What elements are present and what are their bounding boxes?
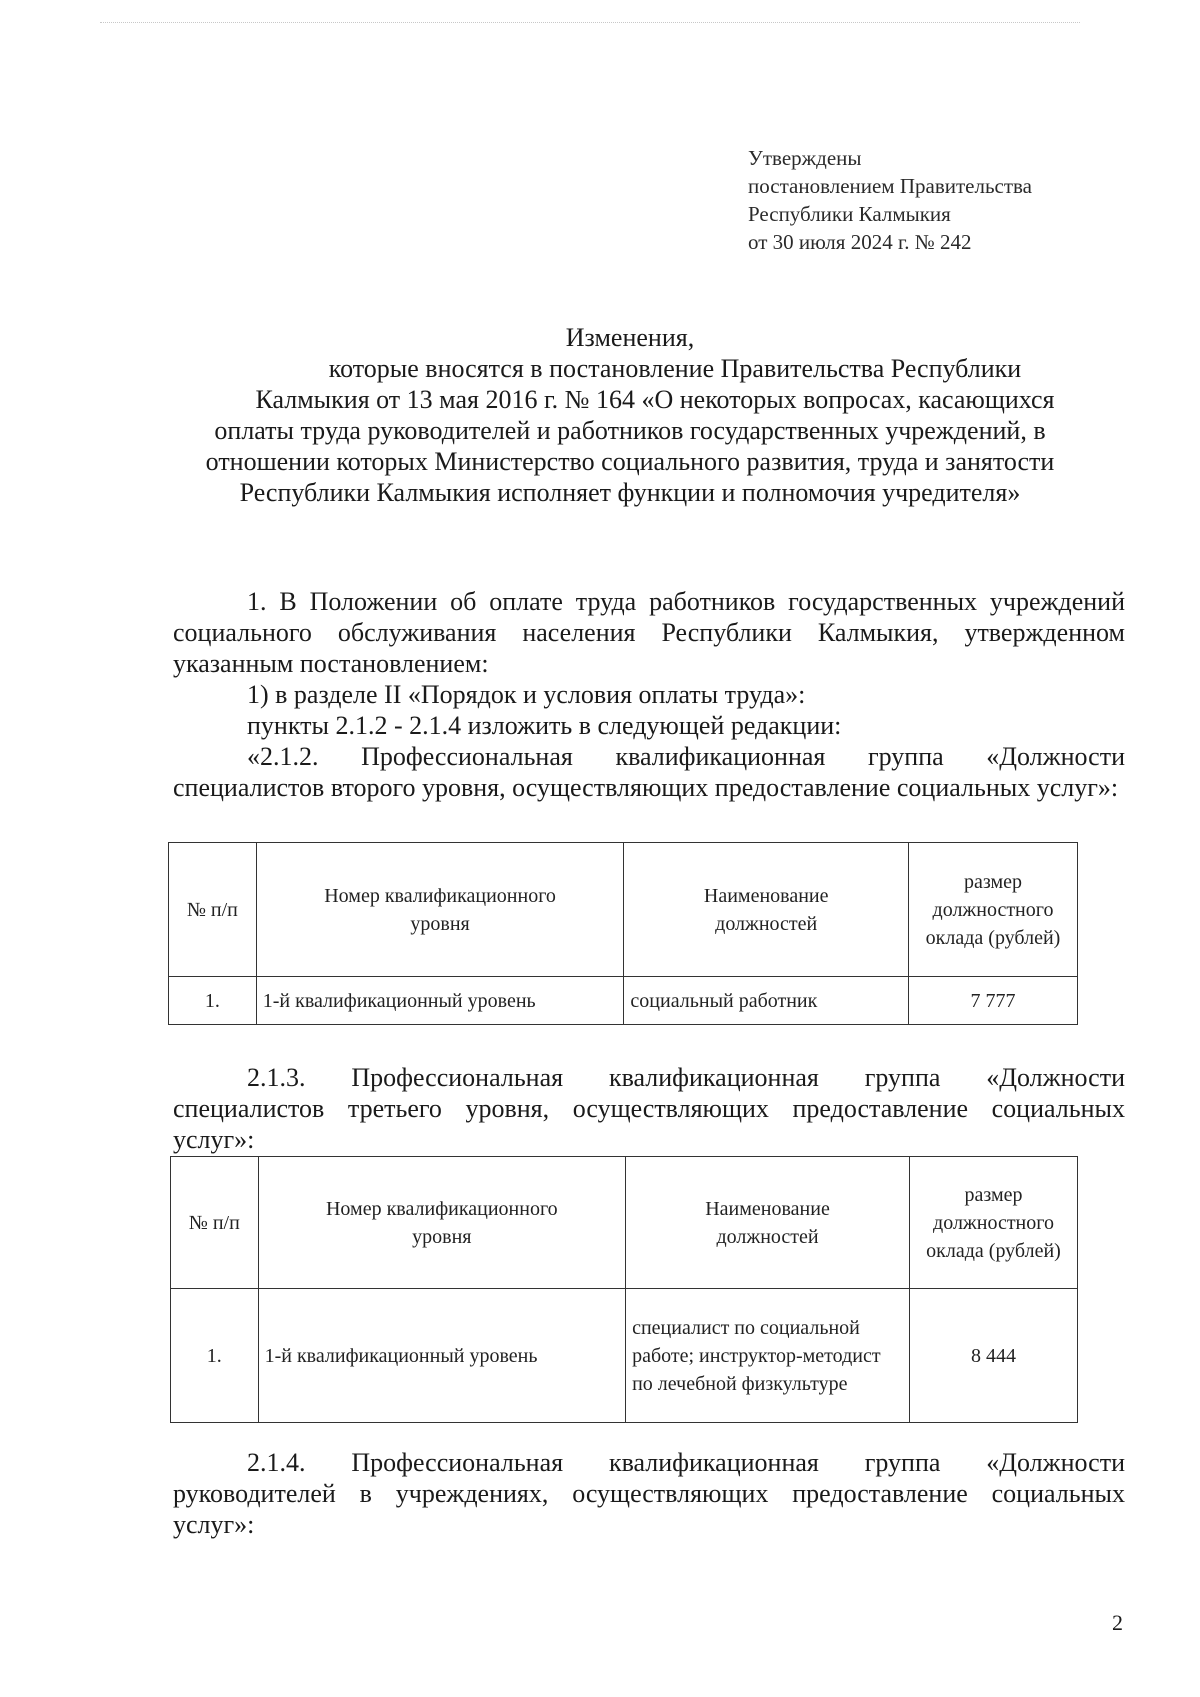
scan-artifact-line bbox=[100, 22, 1080, 24]
header-salary bbox=[909, 843, 1078, 977]
header-level bbox=[256, 843, 624, 977]
cell-level: 1-й квалификационный уровень bbox=[258, 1289, 626, 1423]
paragraph-6: 2.1.4. Профессиональная квалификационная группа «Должности руководителей в учреждениях, осуществляющих предоставление социальных услуг»: bbox=[173, 1448, 1125, 1539]
header-level bbox=[258, 1157, 626, 1289]
approval-line: Республики Калмыкия bbox=[748, 202, 951, 226]
header-level-text: Номер квалификационного уровня bbox=[325, 1197, 558, 1248]
header-num: № п/п bbox=[171, 1157, 259, 1289]
paragraph-5: 2.1.3. Профессиональная квалификационная группа «Должности специалистов третьего уровня, осуществляющих предоставление социальных услуг»: bbox=[173, 1063, 1125, 1154]
header-salary-text: размер должностного оклада (рублей) bbox=[925, 870, 1061, 949]
header-num: № п/п bbox=[169, 843, 257, 977]
paragraph-4: «2.1.2. Профессиональная квалификационная группа «Должности специалистов второго уровня, осуществляющих предоставление социальных услуг»: bbox=[173, 742, 1125, 802]
title-heading: Изменения, bbox=[565, 323, 695, 352]
table-header-row bbox=[169, 843, 1078, 977]
body-section-1 bbox=[173, 586, 1125, 803]
approval-line: постановлением Правительства bbox=[748, 174, 1033, 198]
header-name bbox=[624, 843, 909, 977]
header-name bbox=[626, 1157, 910, 1289]
header-name-text: Наименование должностей bbox=[703, 884, 829, 935]
document-title bbox=[150, 322, 1110, 508]
paragraph-1: 1. В Положении об оплате труда работников государственных учреждений социального обслуживания населения Республики Калмыкия, утвержденном указанным постановлением: bbox=[173, 587, 1125, 678]
cell-name bbox=[626, 1289, 910, 1423]
salary-table-2 bbox=[170, 1156, 1078, 1423]
paragraph-3: пункты 2.1.2 - 2.1.4 изложить в следующей редакции: bbox=[247, 711, 842, 740]
header-level-text: Номер квалификационного уровня bbox=[324, 884, 556, 935]
title-line: которые вносятся в постановление Правительства Республики bbox=[328, 354, 1022, 383]
paragraph-2: 1) в разделе II «Порядок и условия оплаты труда»: bbox=[247, 680, 806, 709]
approval-line: Утверждены bbox=[748, 146, 862, 170]
table-header-row bbox=[171, 1157, 1078, 1289]
title-line: Республики Калмыкия исполняет функции и полномочия учредителя» bbox=[239, 478, 1021, 507]
cell-num: 1. bbox=[169, 977, 257, 1025]
cell-salary: 8 444 bbox=[910, 1289, 1078, 1423]
cell-name: социальный работник bbox=[624, 977, 909, 1025]
title-line: отношении которых Министерство социального развития, труда и занятости bbox=[205, 447, 1055, 476]
cell-num: 1. bbox=[171, 1289, 259, 1423]
approval-line: от 30 июля 2024 г. № 242 bbox=[748, 230, 972, 254]
title-line: Калмыкия от 13 мая 2016 г. № 164 «О некоторых вопросах, касающихся bbox=[255, 385, 1055, 414]
table-row bbox=[169, 977, 1078, 1025]
title-line: оплаты труда руководителей и работников государственных учреждений, в bbox=[214, 416, 1046, 445]
table-row bbox=[171, 1289, 1078, 1423]
approval-stamp-block bbox=[748, 144, 1032, 256]
cell-salary: 7 777 bbox=[909, 977, 1078, 1025]
header-salary-text: размер должностного оклада (рублей) bbox=[926, 1183, 1061, 1262]
page-number: 2 bbox=[1112, 1610, 1123, 1635]
header-name-text: Наименование должностей bbox=[705, 1197, 830, 1248]
cell-name-text: специалист по социальной работе; инструктор-методист по лечебной физкультуре bbox=[632, 1316, 881, 1395]
cell-level: 1-й квалификационный уровень bbox=[256, 977, 624, 1025]
salary-table-1 bbox=[168, 842, 1078, 1025]
header-salary bbox=[910, 1157, 1078, 1289]
body-section-3 bbox=[173, 1447, 1125, 1540]
body-section-2 bbox=[173, 1062, 1125, 1155]
